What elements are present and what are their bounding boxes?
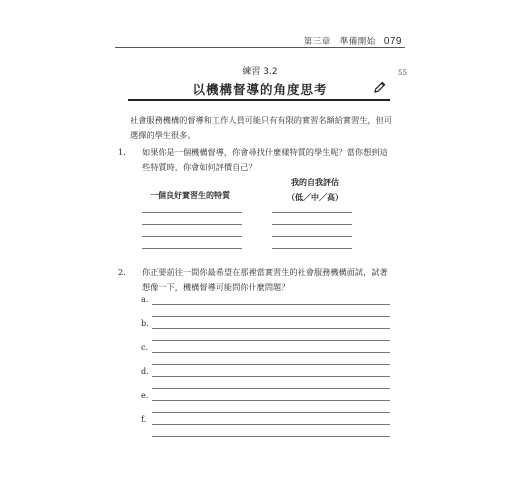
- answer-label-f: f.: [141, 415, 147, 424]
- answer-line[interactable]: [152, 352, 390, 353]
- trait-line[interactable]: [142, 248, 242, 249]
- answer-line[interactable]: [152, 304, 390, 305]
- answer-line[interactable]: [152, 388, 390, 389]
- answer-line[interactable]: [152, 364, 390, 365]
- title-rule: [128, 99, 390, 101]
- question-1-text: 如果你是一個機構督導，你會尋找什麼樣特質的學生呢？當你想到這些特質時，你會如何評價自己？: [142, 147, 388, 172]
- answer-line[interactable]: [152, 376, 390, 377]
- answer-line[interactable]: [152, 424, 390, 425]
- trait-line[interactable]: [142, 224, 242, 225]
- page-number: 079: [383, 36, 402, 47]
- self-assessment-header: [275, 175, 355, 205]
- answer-line[interactable]: [152, 316, 390, 317]
- chapter-title: 第三章 準備開始: [303, 37, 376, 47]
- answer-line[interactable]: [152, 328, 390, 329]
- running-header: [304, 35, 402, 47]
- traits-header: 一個良好實習生的特質: [150, 191, 230, 200]
- answer-label-d: d.: [141, 367, 149, 376]
- question-2: [118, 265, 392, 295]
- question-1: [118, 145, 392, 175]
- trait-line[interactable]: [142, 212, 242, 213]
- header-rule: [115, 47, 405, 48]
- assessment-line[interactable]: [272, 248, 352, 249]
- question-2-text: 你正要前往一間你最希望在那裡當實習生的社會服務機構面試，試著想像一下，機構督導可能問你什麼問題？: [142, 267, 388, 292]
- answer-label-a: a.: [141, 295, 149, 304]
- assessment-line[interactable]: [272, 224, 352, 225]
- self-assessment-scale: （低／中／高）: [287, 193, 343, 202]
- question-2-number: 2.: [118, 267, 126, 277]
- assessment-line[interactable]: [272, 236, 352, 237]
- exercise-label: 練習 3.2: [242, 67, 278, 77]
- pencil-icon: [373, 81, 386, 94]
- question-1-number: 1.: [118, 147, 126, 157]
- original-page-number: 55: [398, 69, 407, 77]
- answer-label-b: b.: [141, 319, 149, 328]
- assessment-line[interactable]: [272, 212, 352, 213]
- answer-line[interactable]: [152, 340, 390, 341]
- answer-label-c: c.: [141, 343, 149, 352]
- exercise-title: 以機構督導的角度思考: [192, 82, 328, 97]
- intro-paragraph: 社會服務機構的督導和工作人員可能只有有限的實習名額給實習生，但可選擇的學生很多。: [130, 115, 393, 140]
- answer-line[interactable]: [152, 436, 390, 437]
- answer-line[interactable]: [152, 400, 390, 401]
- answer-line[interactable]: [152, 412, 390, 413]
- answer-label-e: e.: [141, 391, 149, 400]
- trait-line[interactable]: [142, 236, 242, 237]
- self-assessment-title: 我的自我評估: [291, 178, 339, 187]
